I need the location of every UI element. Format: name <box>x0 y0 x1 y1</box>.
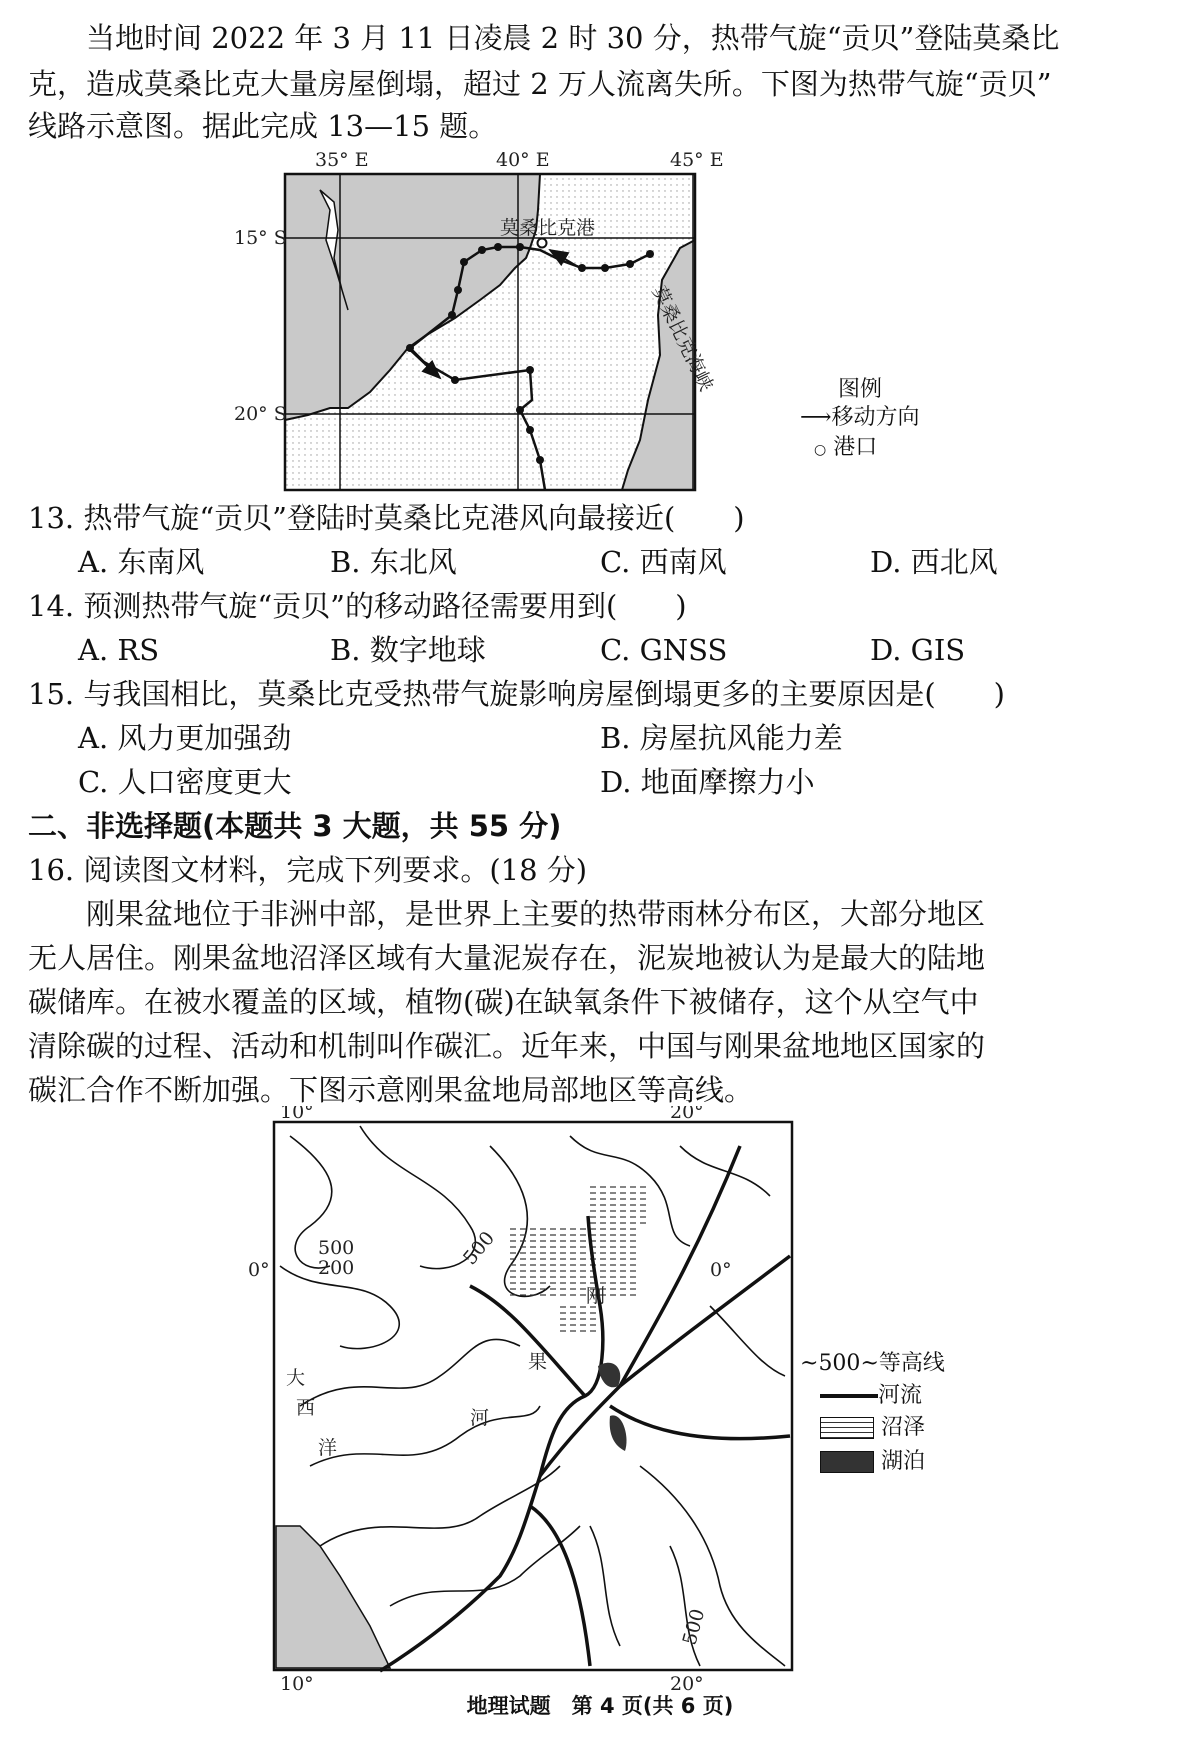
intro-line-2: 克，造成莫桑比克大量房屋倒塌，超过 2 万人流离失所。下图为热带气旋“贡贝” <box>28 67 1052 101</box>
swamp-icon <box>820 1417 874 1439</box>
q15-stem: 15. 与我国相比，莫桑比克受热带气旋影响房屋倒塌更多的主要原因是( ) <box>28 677 1005 711</box>
cyclone-track-map <box>230 140 910 500</box>
q13-option-c[interactable]: C. 西南风 <box>600 545 727 579</box>
map2-legend-river <box>820 1378 922 1409</box>
q13-option-a[interactable]: A. 东南风 <box>78 545 205 579</box>
map2-lat-label-left: 0° <box>248 1259 270 1281</box>
contour-line-icon: ~ <box>800 1351 819 1376</box>
map1-legend-arrow <box>800 400 920 431</box>
legend-swamp-label: 沼泽 <box>881 1415 926 1440</box>
ocean-char-3: 洋 <box>318 1437 338 1459</box>
lon-label-45: 45° E <box>670 149 724 171</box>
legend-contour-value: 500 <box>818 1351 861 1376</box>
map2-legend-contour <box>800 1346 945 1377</box>
mozambique-port-marker <box>538 239 547 248</box>
q16-paragraph-line-1: 刚果盆地位于非洲中部，是世界上主要的热带雨林分布区，大部分地区 <box>28 897 986 931</box>
strait-label: 莫桑比克海峡 <box>647 282 718 395</box>
q13-option-d[interactable]: D. 西北风 <box>870 545 998 579</box>
section2-title: 二、非选择题(本题共 3 大题，共 55 分) <box>28 809 562 843</box>
q15-option-a[interactable]: A. 风力更加强劲 <box>78 721 292 755</box>
lon-label-40: 40° E <box>496 149 550 171</box>
contour-label-500-c: 500 <box>678 1606 710 1648</box>
river-icon <box>820 1394 878 1398</box>
map2-legend-swamp <box>820 1410 925 1441</box>
q14-option-c[interactable]: C. GNSS <box>600 633 728 667</box>
lat-label-20s: 20° S <box>234 403 287 425</box>
q16-paragraph-line-2: 无人居住。刚果盆地沼泽区域有大量泥炭存在，泥炭地被认为是最大的陆地 <box>28 941 986 975</box>
map2-lon-label-bottom-left: 10° <box>280 1673 314 1695</box>
q14-option-a[interactable]: A. RS <box>78 633 160 667</box>
contour-label-200: 200 <box>318 1257 355 1279</box>
map2-lon-label-top-right: 20° <box>670 1106 704 1123</box>
q16-paragraph-line-5: 碳汇合作不断加强。下图示意刚果盆地局部地区等高线。 <box>28 1073 754 1107</box>
map1-legend-port <box>814 430 877 461</box>
legend-port-label: 港口 <box>833 435 878 460</box>
river-char-3: 河 <box>470 1407 490 1429</box>
lon-label-35: 35° E <box>315 149 369 171</box>
q13-stem: 13. 热带气旋“贡贝”登陆时莫桑比克港风向最接近( ) <box>28 501 745 535</box>
q14-option-b[interactable]: B. 数字地球 <box>330 633 486 667</box>
q14-stem: 14. 预测热带气旋“贡贝”的移动路径需要用到( ) <box>28 589 687 623</box>
contour-label-500-a: 500 <box>318 1237 355 1259</box>
q13-option-b[interactable]: B. 东北风 <box>330 545 457 579</box>
map2-lon-label-top-left: 10° <box>280 1106 314 1123</box>
river-char-1: 刚 <box>586 1285 606 1307</box>
map2-lon-label-bottom-right: 20° <box>670 1673 704 1695</box>
legend-lake-label: 湖泊 <box>881 1449 926 1474</box>
river-char-2: 果 <box>528 1351 548 1373</box>
map1-legend-title: 图例 <box>838 377 883 402</box>
intro-line-3: 线路示意图。据此完成 13—15 题。 <box>28 109 498 143</box>
q15-option-b[interactable]: B. 房屋抗风能力差 <box>600 721 843 755</box>
page-footer: 地理试题 第 4 页(共 6 页) <box>466 1694 734 1718</box>
lat-label-15s: 15° S <box>234 227 287 249</box>
port-icon: ○ <box>814 442 827 458</box>
ocean-char-2: 西 <box>296 1397 316 1419</box>
q15-option-d[interactable]: D. 地面摩擦力小 <box>600 765 815 799</box>
legend-river-label: 河流 <box>878 1383 923 1408</box>
q16-stem: 16. 阅读图文材料，完成下列要求。(18 分) <box>28 853 588 887</box>
map2-lat-label-right: 0° <box>710 1259 732 1281</box>
arrow-icon: ⟶ <box>800 405 832 430</box>
intro-line-1: 当地时间 2022 年 3 月 11 日凌晨 2 时 30 分，热带气旋“贡贝”登陆莫桑比 <box>28 21 1060 55</box>
q16-paragraph-line-4: 清除碳的过程、活动和机制叫作碳汇。近年来，中国与刚果盆地地区国家的 <box>28 1029 986 1063</box>
q15-option-c[interactable]: C. 人口密度更大 <box>78 765 292 799</box>
map2-legend-lake <box>820 1444 925 1475</box>
port-label: 莫桑比克港 <box>500 217 596 239</box>
lake-icon <box>820 1451 874 1473</box>
q14-option-d[interactable]: D. GIS <box>870 633 966 667</box>
ocean-char-1: 大 <box>286 1367 306 1389</box>
contour-line-icon-end: ~ <box>860 1351 879 1376</box>
contour-label-500-b: 500 <box>458 1227 500 1270</box>
legend-arrow-label: 移动方向 <box>831 405 920 430</box>
q16-paragraph-line-3: 碳储库。在被水覆盖的区域，植物(碳)在缺氧条件下被储存，这个从空气中 <box>28 985 979 1019</box>
legend-contour-label: 等高线 <box>878 1351 945 1376</box>
congo-basin-contour-map <box>240 1106 860 1696</box>
